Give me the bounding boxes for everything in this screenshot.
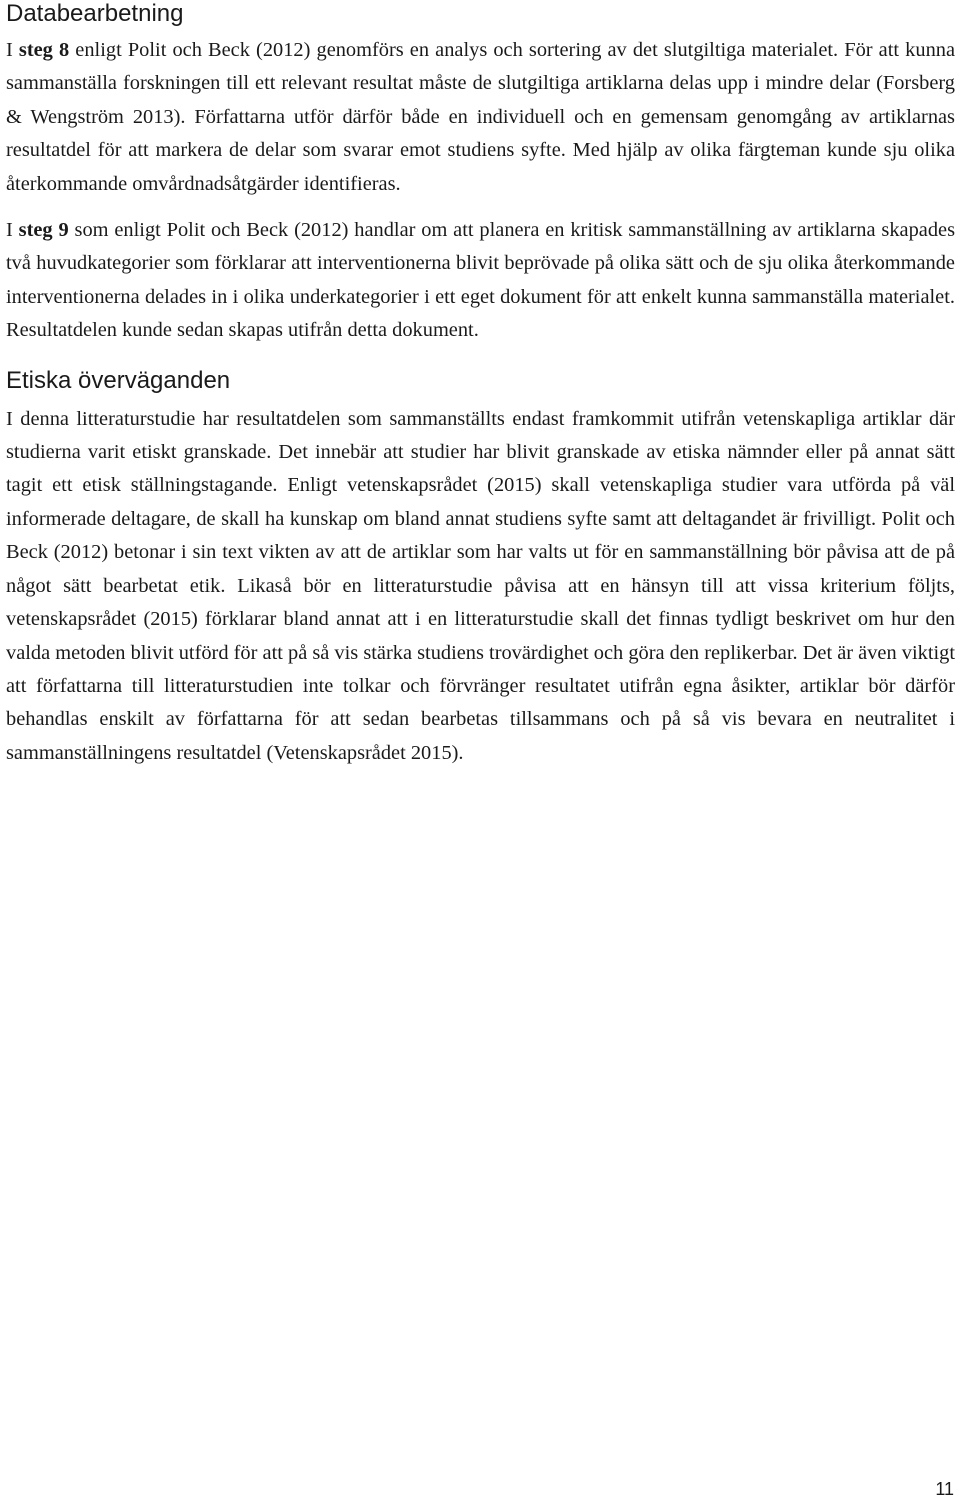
section-heading-databearbetning: Databearbetning [6,0,184,27]
paragraph-prefix: I [6,219,19,242]
paragraph-etik: I denna litteraturstudie har resultatdelen som sammanställts endast framkommit utifrån vetenskapliga artiklar där studierna varit etiskt granskade. Det innebär att studier har blivit granskade av etiska nämnder eller på annat sätt tagit ett etisk ställningstagande. Enligt vetenskapsrådet (2015) skall vetenskapliga studier vara utförda på väl informerade deltagare, de skall ha kunskap om bland annat studiens syfte samt att deltagandet är frivilligt. Polit och Beck (2012) betonar i sin text vikten av att de artiklar som har valts ut för en sammanställning bör påvisa att de på något sätt bearbetat etik. Likaså bör en litteraturstudie påvisa att en hänsyn till att vissa kriterium följts, vetenskapsrådet (2015) förklarar bland annat att i en litteraturstudie skall det finnas tydligt beskrivet om hur den valda metoden blivit utförd för att på så vis stärka studiens trovärdighet och göra den replikerbar. Det är även viktigt att författarna till litteraturstudien inte tolkar och förvränger resultatet utifrån egna åsikter, artiklar bör därför behandlas enskilt av författarna för att sedan bearbetas tillsammans och på så vis bevara en neutralitet i sammanställningens resultatdel (Vetenskapsrådet 2015). [6,407,956,764]
paragraph-prefix: I [6,39,19,61]
page-number: 11 [935,1479,954,1499]
paragraph-body: enligt Polit och Beck (2012) genomförs en analys och sortering av det slutgiltiga materialet. För att kunna sammanställa forskningen till ett relevant resultat måste de slutgiltiga artiklarna delas upp i mindre delar (Forsberg & Wengström 2013). Författarna utför därför både en individuell och en gemensam genomgång av artiklarnas resultatdel för att markera de delar som svarar emot studiens syfte. Med hjälp av olika färgteman kunde sju olika återkommande omvårdnadsåtgärder identifieras. [6,39,956,195]
step-label: steg 9 [18,219,69,242]
document-page [6,0,955,770]
section-heading-etiska-overvaganden: Etiska överväganden [6,366,231,394]
paragraph-steg-8 [6,34,955,201]
paragraph-body: som enligt Polit och Beck (2012) handlar om att planera en kritisk sammanställning av artiklarna skapades två huvudkategorier som förklarar att interventionerna blivit beprövade på olika sätt och de sju olika återkommande interventionerna delades in i olika underkategorier i ett eget dokument för att enkelt kunna sammanställa materialet. Resultatdelen kunde sedan skapas utifrån detta dokument. [6,219,956,342]
paragraph-steg-9 [6,214,955,348]
step-label: steg 8 [18,39,70,61]
